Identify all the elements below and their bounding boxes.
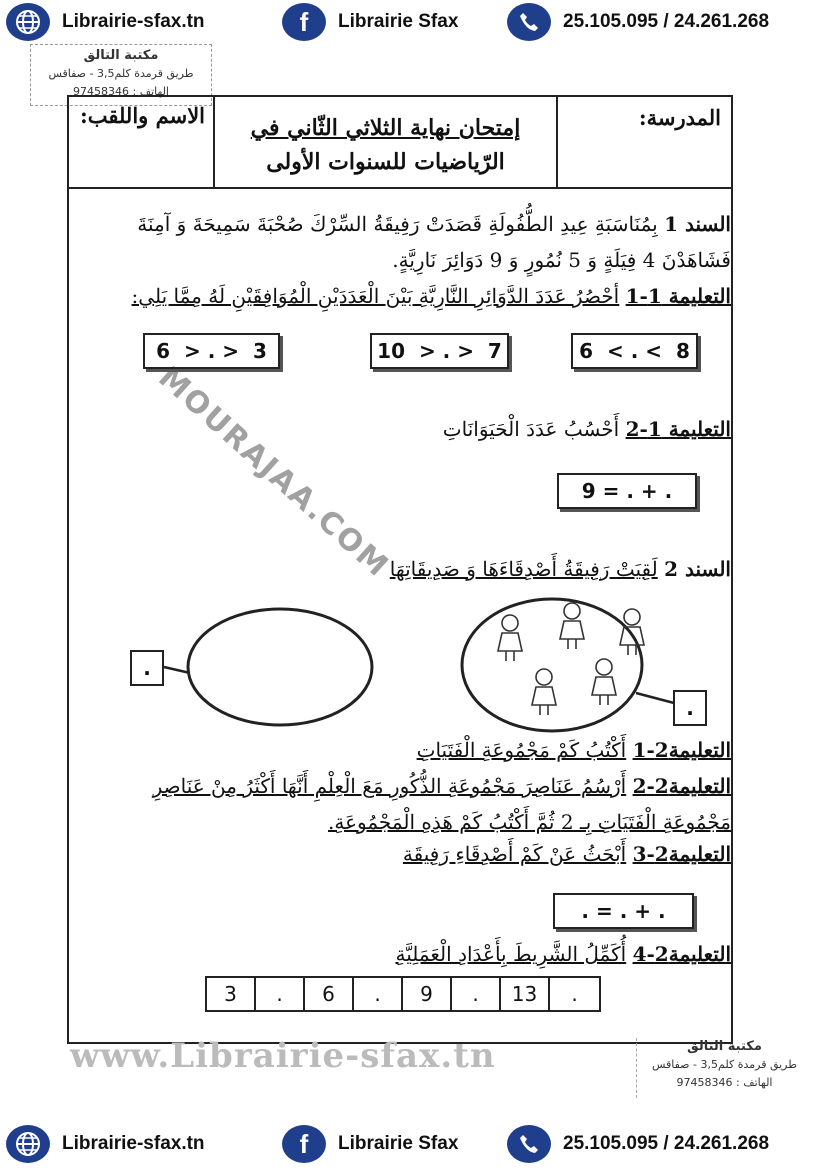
facebook-item-bottom[interactable] (282, 1122, 458, 1166)
stamp2-phone: الهاتف : 97458346 (676, 1076, 773, 1089)
site-watermark: www.Librairie-sfax.tn (70, 1036, 496, 1076)
strip-cell: 13 (501, 978, 550, 1010)
t11-text: أحْصُرُ عَدَدَ الدَّوَائِرِ النَّارِيَّةِ بَيْنَ الْعَدَدَيْنِ الْمُوَافِقَيْنِ لَهُ مِمَّا يَلِي: (131, 284, 620, 308)
t24-line (395, 942, 731, 966)
facebook-icon: f (282, 3, 326, 41)
t24-label: التعليمة2-4 (632, 942, 731, 966)
sanad2-text: لَقِيَتْ رَفِيقَةُ أَصْدِقَاءَهَا وَ صَدِيقَاتِهَا (389, 557, 658, 581)
boys-count-box[interactable]: . (130, 650, 164, 686)
t11-label: التعليمة 1-1 (625, 284, 731, 308)
bookstore-stamp-bottom (636, 1038, 812, 1098)
globe-icon (6, 1125, 50, 1163)
diagonal-watermark: MOURAJAA.COM (151, 360, 396, 585)
animals-sum-box[interactable]: 9 = . + . (557, 473, 697, 509)
cmp3-left: 6 (579, 339, 594, 363)
stamp-phone: الهاتف : 97458346 (73, 85, 169, 98)
t22-line2: مَجْمُوعَةِ الْفَتَيَاتِ بِـ 2 ثُمَّ أَكْتُبُ كَمْ هَذِهِ الْمَجْمُوعَةِ. (328, 810, 731, 834)
strip-cell: 9 (403, 978, 452, 1010)
stamp-address: طريق قرمدة كلم3,5 - صفاقس (48, 67, 194, 80)
t23-line (403, 842, 731, 866)
phone-item-bottom[interactable] (507, 1122, 769, 1166)
sanad1-line2: فَشَاهَدْنَ 4 فِيَلَةٍ وَ 5 نُمُورٍ وَ 9 دَوَائِرَ نَارِيَّةٍ. (392, 248, 731, 272)
site-link[interactable]: Librairie-sfax.tn (62, 11, 205, 32)
t23-text: أَبْحَثُ عَنْ كَمْ أَصْدِقَاءِ رَفِيقَة (402, 842, 627, 866)
facebook-icon: f (282, 1125, 326, 1163)
bottom-bar (0, 1122, 827, 1166)
sanad1-text-1: بِمُنَاسَبَةِ عِيدِ الطُّفُولَةِ قَصَدَتْ رَفِيقَةُ السِّرْكَ صُحْبَةَ سَمِيحَةَ وَ آمِنَةَ (137, 212, 658, 236)
t24-text: أُكَمِّلُ الشَّرِيطَ بِأَعْدَادِ الْعَمَلِيَّةِ (395, 942, 627, 966)
name-label: الاسم واللقب: (69, 97, 215, 187)
strip-cell[interactable]: . (256, 978, 305, 1010)
t22-line1 (153, 774, 731, 798)
t12-label: التعليمة 1-2 (625, 417, 731, 441)
girl-figure (498, 603, 644, 715)
cmp3-right: 8 (675, 339, 690, 363)
exam-header (67, 95, 733, 189)
friends-sum-box[interactable]: . = . + . (553, 893, 694, 929)
cmp2-right: 7 (487, 339, 502, 363)
strip-cell[interactable]: . (354, 978, 403, 1010)
stamp2-address: طريق قرمدة كلم3,5 - صفاقس (651, 1058, 798, 1071)
t11-line (132, 284, 731, 308)
strip-cell[interactable]: . (571, 982, 578, 1006)
site-item[interactable] (6, 0, 205, 44)
phone-icon (507, 3, 551, 41)
stamp-name: مكتبة التالق (83, 48, 159, 63)
top-bar (0, 0, 827, 44)
cmp1-mid: > . > (183, 339, 240, 363)
girls-set (462, 599, 642, 731)
cmp1-left: 6 (156, 339, 171, 363)
phone-item[interactable] (507, 0, 769, 44)
t22-text-1: أَرْسُمُ عَنَاصِرَ مَجْمُوعَةِ الذُّكُورِ مَعَ الْعِلْمِ أَنَّهَا أَكْثَرُ مِنْ عَنَاصِرِ (152, 774, 627, 798)
t12-line (443, 417, 731, 441)
strip-cell[interactable]: . (452, 978, 501, 1010)
sanad2-label: السند 2 (664, 557, 731, 581)
title-line-1: إمتحان نهاية الثلاثي الثّاني في (250, 115, 521, 141)
strip-cell: 6 (305, 978, 354, 1010)
sanad1-line1 (137, 212, 731, 236)
stamp2-name: مكتبة التالق (687, 1039, 762, 1054)
cmp1-right: 3 (252, 339, 267, 363)
globe-icon (6, 3, 50, 41)
number-strip (205, 976, 601, 1012)
girls-count-box[interactable]: . (673, 690, 707, 726)
site-link-bottom[interactable]: Librairie-sfax.tn (62, 1133, 205, 1154)
phone-numbers-bottom: 25.105.095 / 24.261.268 (563, 1133, 770, 1154)
school-label: المدرسة: (556, 97, 731, 187)
cmp2-left: 10 (377, 339, 405, 363)
exam-title (215, 97, 556, 187)
facebook-link[interactable]: Librairie Sfax (338, 11, 459, 32)
t22-label: التعليمة2-2 (632, 774, 731, 798)
t21-text: أَكْتُبُ كَمْ مَجْمُوعَةِ الْفَتَيَاتِ (416, 738, 627, 762)
t21-label: التعليمة2-1 (632, 738, 731, 762)
facebook-link-bottom[interactable]: Librairie Sfax (338, 1133, 459, 1154)
sets-illustration (120, 595, 740, 745)
t23-label: التعليمة2-3 (632, 842, 731, 866)
title-line-2: الرّياضيات للسنوات الأولى (266, 149, 505, 175)
sanad2-line (390, 557, 731, 581)
t12-text: أَحْسُبُ عَدَدَ الْحَيَوَانَاتِ (442, 417, 620, 441)
compare-box-1[interactable] (143, 333, 280, 369)
strip-cell: 3 (207, 978, 256, 1010)
site-item-bottom[interactable] (6, 1122, 205, 1166)
phone-numbers: 25.105.095 / 24.261.268 (563, 11, 770, 32)
compare-box-3[interactable] (571, 333, 698, 369)
cmp3-mid: < . < (606, 339, 663, 363)
t21-line (417, 738, 731, 762)
facebook-item[interactable] (282, 0, 458, 44)
compare-box-2[interactable] (370, 333, 509, 369)
sanad1-label: السند 1 (664, 212, 731, 236)
boys-set (188, 609, 372, 725)
phone-icon (507, 1125, 551, 1163)
cmp2-mid: > . > (418, 339, 474, 363)
